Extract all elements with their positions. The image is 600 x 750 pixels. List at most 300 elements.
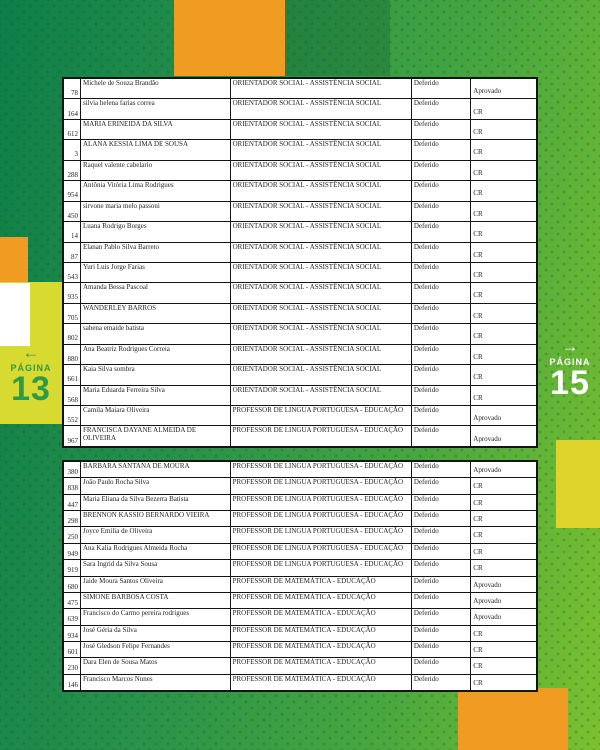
cell-cargo-text: ORIENTADOR SOCIAL - ASSISTÊNCIA SOCIAL: [232, 79, 382, 87]
cell-cargo-text: ORIENTADOR SOCIAL - ASSISTÊNCIA SOCIAL: [232, 242, 382, 251]
cell-name: [81, 140, 231, 159]
cell-num: [64, 120, 81, 139]
cell-status-text: Deferido: [413, 242, 439, 251]
cell-cargo-text: ORIENTADOR SOCIAL - ASSISTÊNCIA SOCIAL: [232, 222, 382, 231]
cell-cargo: [231, 304, 412, 323]
cell-name-text: Francisco do Carmo pereira rodrigues: [82, 609, 190, 618]
cell-num-text: 288: [67, 170, 78, 179]
cell-name: [81, 386, 231, 405]
cell-cargo: [231, 140, 412, 159]
cell-result-text: Aprovado: [473, 434, 502, 443]
cell-num-text: 934: [67, 631, 78, 640]
arrow-right-icon: →: [561, 337, 579, 356]
cell-num-text: 639: [67, 615, 78, 624]
cell-cargo-text: PROFESSOR DE LINGUA PORTUGUESA - EDUCAÇÃO: [232, 560, 404, 569]
cell-name: [81, 560, 231, 575]
cell-name-text: Sara Ingrid da Silva Sousa: [82, 560, 158, 569]
cell-name: [81, 304, 231, 323]
cell-result-text: Aprovado: [473, 596, 502, 605]
cell-name: [81, 642, 231, 657]
cell-num: [64, 511, 81, 526]
cell-name: [81, 462, 231, 477]
cell-result: [471, 304, 536, 323]
cell-name-text: Ana Kalia Rodrigues Almeida Rocha: [82, 543, 188, 552]
cell-result-text: CR: [473, 662, 483, 671]
cell-cargo-text: ORIENTADOR SOCIAL - ASSISTÊNCIA SOCIAL: [232, 365, 382, 374]
cell-name-text: BRENNON KASSIO BERNARDO VIEIRA: [82, 511, 210, 520]
cell-cargo-text: ORIENTADOR SOCIAL - ASSISTÊNCIA SOCIAL: [232, 324, 382, 333]
nav-previous-page[interactable]: [0, 343, 62, 408]
cell-status: [412, 161, 471, 180]
cell-result: [471, 675, 536, 690]
cell-result: [471, 577, 536, 592]
cell-result-text: CR: [473, 332, 483, 341]
cell-status: [412, 181, 471, 200]
next-page-number: 15: [550, 364, 590, 402]
cell-num-text: 250: [67, 533, 78, 542]
cell-cargo: [231, 642, 412, 657]
cell-name: [81, 365, 231, 384]
cell-num-text: 78: [70, 89, 78, 98]
cell-status-text: Deferido: [413, 140, 439, 149]
cell-status: [412, 642, 471, 657]
cell-status: [412, 478, 471, 493]
cell-status-text: Deferido: [413, 365, 439, 374]
cell-cargo: [231, 478, 412, 493]
table-row: [64, 462, 536, 478]
cell-num: [64, 495, 81, 510]
cell-num: [64, 324, 81, 343]
cell-status-text: Deferido: [413, 344, 439, 353]
cell-result: [471, 462, 536, 477]
cell-cargo: [231, 675, 412, 690]
cell-num: [64, 675, 81, 690]
cell-status: [412, 283, 471, 302]
cell-status: [412, 527, 471, 542]
cell-result: [471, 324, 536, 343]
cell-num: [64, 386, 81, 405]
cell-name-text: Amanda Bessa Pascoal: [82, 283, 148, 292]
cell-result: [471, 511, 536, 526]
cell-result: [471, 642, 536, 657]
cell-cargo-text: PROFESSOR DE MATEMÁTICA - EDUCAÇÃO: [232, 576, 376, 585]
cell-cargo-text: ORIENTADOR SOCIAL - ASSISTÊNCIA SOCIAL: [232, 262, 382, 271]
cell-cargo-text: ORIENTADOR SOCIAL - ASSISTÊNCIA SOCIAL: [232, 140, 382, 149]
cell-result-text: CR: [473, 311, 483, 320]
cell-num: [64, 79, 81, 98]
cell-num: [64, 462, 81, 477]
cell-name-text: Francisco Marcos Nunes: [82, 674, 153, 683]
cell-status-text: Deferido: [413, 119, 439, 128]
cell-name: [81, 222, 231, 241]
cell-num-text: 568: [67, 395, 78, 404]
table-row: [64, 642, 536, 658]
cell-status: [412, 304, 471, 323]
cell-num: [64, 426, 81, 445]
table-row: [64, 243, 536, 263]
cell-name-text: Maria Eliana da Silva Bezerra Batista: [82, 494, 189, 503]
cell-num-text: 949: [67, 549, 78, 558]
cell-name: [81, 426, 231, 445]
cell-status: [412, 593, 471, 608]
cell-result-text: Aprovado: [473, 466, 502, 475]
cell-cargo: [231, 462, 412, 477]
cell-result-text: CR: [473, 148, 483, 157]
cell-name: [81, 658, 231, 673]
cell-name-text: Jaide Moura Santos Oliveira: [82, 576, 163, 585]
cell-num-text: 601: [67, 647, 78, 656]
cell-status-text: Deferido: [413, 625, 439, 634]
cell-status: [412, 626, 471, 641]
cell-num-text: 230: [67, 664, 78, 673]
cell-result-text: Aprovado: [473, 580, 502, 589]
cell-status: [412, 79, 471, 98]
cell-cargo-text: ORIENTADOR SOCIAL - ASSISTÊNCIA SOCIAL: [232, 99, 382, 108]
cell-result-text: CR: [473, 230, 483, 239]
cell-num: [64, 527, 81, 542]
cell-cargo: [231, 609, 412, 624]
cell-cargo: [231, 495, 412, 510]
table-row: [64, 478, 536, 494]
cell-result: [471, 626, 536, 641]
cell-status-text: Deferido: [413, 201, 439, 210]
cell-name-text: Michele de Souza Brandão: [82, 79, 159, 87]
cell-cargo: [231, 365, 412, 384]
cell-name: [81, 626, 231, 641]
cell-cargo-text: ORIENTADOR SOCIAL - ASSISTÊNCIA SOCIAL: [232, 119, 382, 128]
cell-result: [471, 222, 536, 241]
decor-orange-square-left: [0, 237, 28, 283]
cell-num-text: 838: [67, 484, 78, 493]
cell-num: [64, 140, 81, 159]
cell-status: [412, 263, 471, 282]
cell-name: [81, 675, 231, 690]
cell-result: [471, 181, 536, 200]
cell-result-text: CR: [473, 189, 483, 198]
cell-status-text: Deferido: [413, 303, 439, 312]
cell-result-text: CR: [473, 629, 483, 638]
cell-name-text: MARIA ERINEIDA DA SILVA: [82, 119, 173, 128]
cell-result-text: CR: [473, 168, 483, 177]
cell-status-text: Deferido: [413, 181, 439, 190]
cell-num: [64, 609, 81, 624]
cell-cargo-text: PROFESSOR DE MATEMÁTICA - EDUCAÇÃO: [232, 641, 376, 650]
cell-status-text: Deferido: [413, 478, 439, 487]
cell-num-text: 543: [67, 273, 78, 282]
next-page-label: PÁGINA: [549, 357, 591, 367]
cell-status-text: Deferido: [413, 560, 439, 569]
cell-name: [81, 593, 231, 608]
cell-name: [81, 202, 231, 221]
cell-num-text: 705: [67, 313, 78, 322]
cell-cargo-text: ORIENTADOR SOCIAL - ASSISTÊNCIA SOCIAL: [232, 303, 382, 312]
cell-name: [81, 79, 231, 98]
cell-status: [412, 544, 471, 559]
cell-result-text: CR: [473, 352, 483, 361]
cell-num-text: 87: [70, 252, 78, 261]
cell-result: [471, 79, 536, 98]
cell-result-text: CR: [473, 564, 483, 573]
cell-status-text: Deferido: [413, 283, 439, 292]
cell-result-text: CR: [473, 250, 483, 259]
cell-cargo-text: PROFESSOR DE LINGUA PORTUGUESA - EDUCAÇÃO: [232, 511, 404, 520]
cell-cargo-text: PROFESSOR DE LINGUA PORTUGUESA - EDUCAÇÃO: [232, 478, 404, 487]
cell-num: [64, 626, 81, 641]
cell-status-text: Deferido: [413, 576, 439, 585]
cell-name: [81, 511, 231, 526]
cell-cargo-text: PROFESSOR DE LINGUA PORTUGUESA - EDUCAÇÃO: [232, 426, 404, 435]
cell-name-text: FRANCISCA DAYANE ALMEIDA DE OLIVEIRA: [82, 426, 197, 442]
cell-status-text: Deferido: [413, 609, 439, 618]
table-row: [64, 626, 536, 642]
cell-name-text: sabena emaide batista: [82, 324, 145, 333]
cell-result: [471, 658, 536, 673]
cell-status: [412, 99, 471, 118]
table-row: [64, 324, 536, 344]
cell-cargo-text: ORIENTADOR SOCIAL - ASSISTÊNCIA SOCIAL: [232, 344, 382, 353]
cell-num: [64, 304, 81, 323]
cell-cargo: [231, 593, 412, 608]
cell-result-text: CR: [473, 127, 483, 136]
cell-name: [81, 527, 231, 542]
cell-result-text: CR: [473, 678, 483, 687]
cell-cargo: [231, 161, 412, 180]
cell-num-text: 298: [67, 517, 78, 526]
cell-num: [64, 283, 81, 302]
cell-num-text: 935: [67, 293, 78, 302]
table-row: [64, 511, 536, 527]
decor-yellow-square-right: [556, 440, 600, 528]
cell-cargo-text: PROFESSOR DE LINGUA PORTUGUESA - EDUCAÇÃO: [232, 543, 404, 552]
cell-result-text: CR: [473, 498, 483, 507]
cell-name: [81, 181, 231, 200]
cell-num: [64, 593, 81, 608]
cell-result: [471, 426, 536, 445]
cell-cargo: [231, 577, 412, 592]
cell-result: [471, 120, 536, 139]
cell-status-text: Deferido: [413, 641, 439, 650]
cell-result-text: CR: [473, 271, 483, 280]
cell-result: [471, 283, 536, 302]
cell-name-text: Dara Elen de Sousa Matos: [82, 658, 158, 667]
cell-cargo-text: PROFESSOR DE LINGUA PORTUGUESA - EDUCAÇÃO: [232, 527, 404, 536]
cell-result: [471, 560, 536, 575]
cell-status-text: Deferido: [413, 543, 439, 552]
cell-result: [471, 345, 536, 364]
cell-name: [81, 324, 231, 343]
cell-num-text: 954: [67, 191, 78, 200]
table-row: [64, 202, 536, 222]
cell-num-text: 967: [67, 436, 78, 445]
cell-num-text: 447: [67, 500, 78, 509]
cell-name-text: Yuri Luis Jorge Farias: [82, 262, 145, 271]
table-row: [64, 658, 536, 674]
cell-num: [64, 263, 81, 282]
cell-name-text: silvia helena farias correa: [82, 99, 155, 108]
cell-cargo-text: PROFESSOR DE MATEMÁTICA - EDUCAÇÃO: [232, 658, 376, 667]
cell-num-text: 380: [67, 468, 78, 477]
cell-status: [412, 560, 471, 575]
cell-result: [471, 263, 536, 282]
cell-num: [64, 577, 81, 592]
cell-name-text: João Paulo Rocha Silva: [82, 478, 150, 487]
table-row: [64, 365, 536, 385]
cell-status: [412, 120, 471, 139]
cell-cargo: [231, 283, 412, 302]
cell-result-text: Aprovado: [473, 613, 502, 622]
cell-num-text: 14: [70, 232, 78, 241]
cell-cargo: [231, 120, 412, 139]
cell-cargo-text: ORIENTADOR SOCIAL - ASSISTÊNCIA SOCIAL: [232, 201, 382, 210]
cell-num-text: 661: [67, 375, 78, 384]
cell-name: [81, 345, 231, 364]
cell-cargo: [231, 658, 412, 673]
cell-num: [64, 478, 81, 493]
table-row: [64, 161, 536, 181]
cell-status-text: Deferido: [413, 658, 439, 667]
cell-name-text: WANDERLEY BARROS: [82, 303, 157, 312]
cell-status-text: Deferido: [413, 592, 439, 601]
cell-name-text: SIMONE BARBOSA COSTA: [82, 592, 169, 601]
cell-result: [471, 544, 536, 559]
cell-status: [412, 462, 471, 477]
cell-result: [471, 593, 536, 608]
cell-num-text: 680: [67, 582, 78, 591]
cell-status-text: Deferido: [413, 674, 439, 683]
cell-cargo: [231, 222, 412, 241]
cell-cargo: [231, 324, 412, 343]
cell-name-text: Maria Eduarda Ferreira Silva: [82, 385, 165, 394]
cell-result: [471, 495, 536, 510]
cell-cargo: [231, 263, 412, 282]
table-row: [64, 140, 536, 160]
cell-status-text: Deferido: [413, 527, 439, 536]
table-row: [64, 406, 536, 426]
cell-status-text: Deferido: [413, 262, 439, 271]
cell-result: [471, 365, 536, 384]
cell-status-text: Deferido: [413, 79, 439, 87]
cell-num-text: 919: [67, 566, 78, 575]
cell-status-text: Deferido: [413, 494, 439, 503]
table-row: [64, 222, 536, 242]
cell-status-text: Deferido: [413, 511, 439, 520]
cell-cargo-text: PROFESSOR DE LINGUA PORTUGUESA - EDUCAÇÃO: [232, 462, 404, 470]
cell-num-text: 880: [67, 354, 78, 363]
cell-num: [64, 642, 81, 657]
cell-cargo: [231, 626, 412, 641]
cell-name: [81, 478, 231, 493]
cell-result-text: CR: [473, 531, 483, 540]
table-row: [64, 577, 536, 593]
cell-result-text: CR: [473, 482, 483, 491]
cell-name-text: Raquel valente cabelario: [82, 160, 153, 169]
cell-name-text: Joyce Emilia de Oliveira: [82, 527, 153, 536]
cell-cargo-text: ORIENTADOR SOCIAL - ASSISTÊNCIA SOCIAL: [232, 160, 382, 169]
nav-next-page[interactable]: [540, 337, 600, 402]
cell-cargo: [231, 243, 412, 262]
cell-cargo-text: PROFESSOR DE MATEMÁTICA - EDUCAÇÃO: [232, 625, 376, 634]
cell-status: [412, 222, 471, 241]
cell-result: [471, 161, 536, 180]
cell-num-text: 612: [67, 129, 78, 138]
cell-status-text: Deferido: [413, 324, 439, 333]
cell-num: [64, 161, 81, 180]
cell-name-text: Antônia Vitória Lima Rodrigues: [82, 181, 174, 190]
cell-cargo: [231, 527, 412, 542]
cell-name: [81, 544, 231, 559]
cell-cargo: [231, 386, 412, 405]
cell-result-text: CR: [473, 393, 483, 402]
table-row: [64, 560, 536, 576]
cell-status-text: Deferido: [413, 99, 439, 108]
cell-name: [81, 406, 231, 425]
cell-name-text: Camila Maiara Oliveira: [82, 406, 150, 414]
table-row: [64, 593, 536, 609]
cell-name: [81, 161, 231, 180]
cell-result: [471, 243, 536, 262]
cell-status: [412, 140, 471, 159]
results-table-top: [62, 77, 538, 448]
cell-num: [64, 345, 81, 364]
cell-num: [64, 181, 81, 200]
cell-cargo-text: ORIENTADOR SOCIAL - ASSISTÊNCIA SOCIAL: [232, 385, 382, 394]
cell-cargo-text: PROFESSOR DE MATEMÁTICA - EDUCAÇÃO: [232, 609, 376, 618]
table-row: [64, 79, 536, 99]
table-row: [64, 345, 536, 365]
cell-cargo: [231, 99, 412, 118]
table-row: [64, 283, 536, 303]
cell-result: [471, 609, 536, 624]
cell-status: [412, 202, 471, 221]
cell-status: [412, 324, 471, 343]
cell-result-text: Aprovado: [473, 414, 502, 423]
results-table-bottom: [62, 460, 538, 692]
decor-orange-square-bottom: [458, 688, 568, 750]
cell-status-text: Deferido: [413, 222, 439, 231]
cell-status: [412, 675, 471, 690]
cell-num: [64, 365, 81, 384]
cell-name: [81, 263, 231, 282]
cell-name: [81, 120, 231, 139]
table-row: [64, 544, 536, 560]
cell-result-text: CR: [473, 373, 483, 382]
cell-status: [412, 365, 471, 384]
cell-status: [412, 243, 471, 262]
table-row: [64, 120, 536, 140]
cell-cargo: [231, 560, 412, 575]
cell-status: [412, 426, 471, 445]
cell-num: [64, 202, 81, 221]
cell-status: [412, 345, 471, 364]
cell-status: [412, 511, 471, 526]
cell-num: [64, 406, 81, 425]
cell-num-text: 475: [67, 598, 78, 607]
cell-num: [64, 544, 81, 559]
table-row: [64, 386, 536, 406]
cell-name-text: José Gledson Felipe Fernandes: [82, 641, 170, 650]
cell-num: [64, 243, 81, 262]
cell-name: [81, 99, 231, 118]
cell-result-text: CR: [473, 209, 483, 218]
decor-white-square-left: [0, 283, 30, 346]
cell-result: [471, 527, 536, 542]
decor-dark-green-square-top: [285, 0, 390, 76]
cell-result: [471, 386, 536, 405]
cell-name: [81, 577, 231, 592]
table-row: [64, 181, 536, 201]
previous-page-number: 13: [11, 370, 51, 408]
cell-cargo-text: PROFESSOR DE LINGUA PORTUGUESA - EDUCAÇÃO: [232, 494, 404, 503]
